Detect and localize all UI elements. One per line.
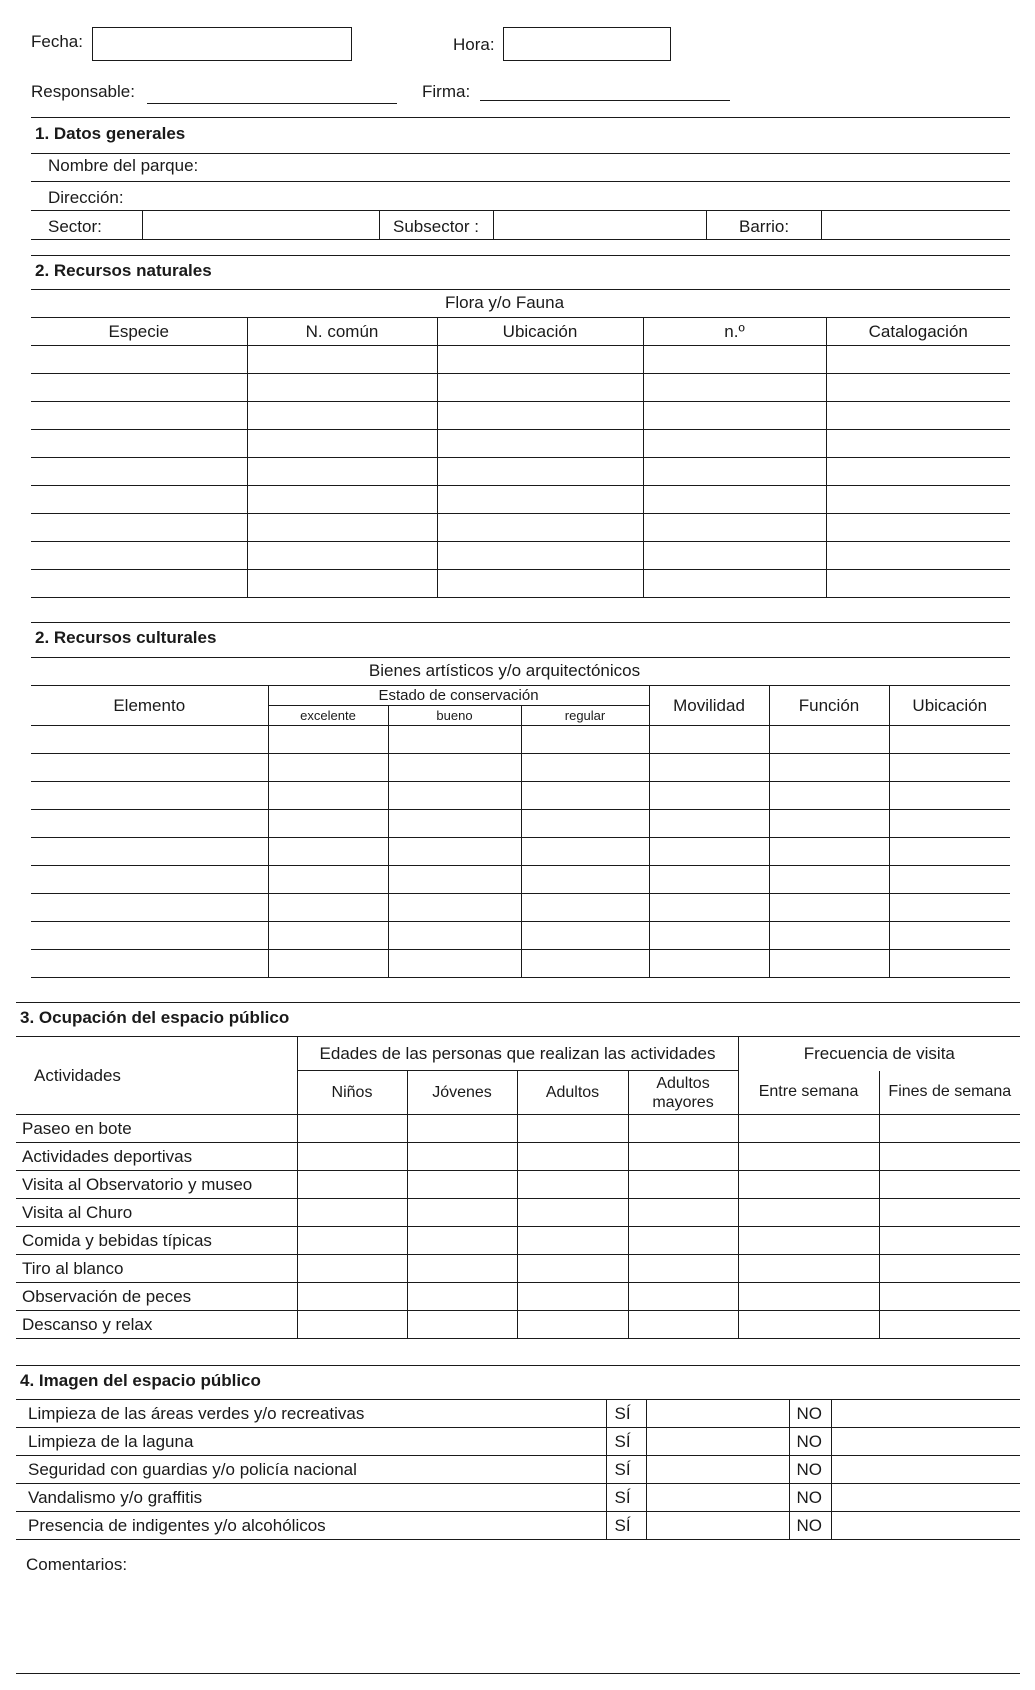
divider	[16, 1365, 1020, 1366]
table-row	[16, 1227, 1020, 1255]
flora-fauna-subtitle: Flora y/o Fauna	[444, 293, 565, 312]
table-cell[interactable]	[649, 894, 769, 922]
no-field[interactable]	[831, 1512, 1020, 1540]
table-cell[interactable]	[297, 1171, 407, 1199]
table-cell[interactable]	[826, 514, 1010, 542]
table-cell[interactable]	[437, 458, 643, 486]
table-cell[interactable]	[769, 726, 889, 754]
sector-label: Sector:	[48, 217, 102, 236]
responsable-label: Responsable:	[31, 82, 135, 101]
table-cell[interactable]	[407, 1143, 517, 1171]
table-cell[interactable]	[826, 486, 1010, 514]
table-cell[interactable]	[738, 1199, 879, 1227]
table-header-row	[31, 686, 1010, 706]
section2a-title: 2. Recursos naturales	[35, 261, 212, 280]
table-cell[interactable]	[388, 754, 521, 782]
table-cell[interactable]	[31, 430, 247, 458]
table-cell[interactable]	[649, 782, 769, 810]
table-cell[interactable]	[31, 570, 247, 598]
table-cell[interactable]	[388, 894, 521, 922]
barrio-field[interactable]	[822, 211, 1010, 238]
table-cell[interactable]	[268, 950, 388, 978]
table-row	[31, 514, 1010, 542]
table-cell[interactable]	[247, 486, 437, 514]
table-cell[interactable]	[517, 1311, 628, 1339]
table-cell[interactable]	[521, 810, 649, 838]
table-row	[16, 1512, 1020, 1540]
col-bueno: bueno	[388, 706, 521, 726]
table-cell[interactable]	[738, 1311, 879, 1339]
hora-field[interactable]	[503, 27, 671, 61]
table-cell[interactable]	[738, 1143, 879, 1171]
imagen-item-label: Limpieza de las áreas verdes y/o recreativas	[16, 1400, 606, 1428]
table-cell[interactable]	[521, 782, 649, 810]
firma-field[interactable]	[480, 81, 730, 101]
si-field[interactable]	[646, 1512, 789, 1540]
table-cell[interactable]	[649, 950, 769, 978]
table-cell[interactable]	[879, 1143, 1020, 1171]
table-row	[16, 1255, 1020, 1283]
table-cell[interactable]	[388, 922, 521, 950]
table-cell[interactable]	[521, 726, 649, 754]
ocupacion-table	[16, 1036, 1020, 1339]
si-label: SÍ	[606, 1512, 646, 1540]
table-row	[16, 1171, 1020, 1199]
table-cell[interactable]	[879, 1311, 1020, 1339]
table-row	[31, 838, 1010, 866]
table-cell[interactable]	[388, 782, 521, 810]
table-cell[interactable]	[628, 1283, 738, 1311]
table-cell[interactable]	[649, 726, 769, 754]
table-cell[interactable]	[31, 838, 268, 866]
table-cell[interactable]	[407, 1171, 517, 1199]
table-cell[interactable]	[407, 1255, 517, 1283]
hora-label: Hora:	[453, 35, 495, 54]
table-cell[interactable]	[649, 810, 769, 838]
table-cell[interactable]	[643, 514, 826, 542]
col-numero: n.º	[643, 318, 826, 346]
table-cell[interactable]	[247, 458, 437, 486]
table-cell[interactable]	[826, 430, 1010, 458]
table-row	[16, 1311, 1020, 1339]
table-cell[interactable]	[521, 950, 649, 978]
col-actividades: Actividades	[16, 1037, 297, 1115]
table-cell[interactable]	[643, 542, 826, 570]
divider	[31, 255, 1010, 256]
table-cell[interactable]	[628, 1143, 738, 1171]
no-field[interactable]	[831, 1400, 1020, 1428]
activity-label: Visita al Observatorio y museo	[16, 1171, 297, 1199]
table-cell[interactable]	[388, 726, 521, 754]
table-cell[interactable]	[407, 1115, 517, 1143]
table-cell[interactable]	[889, 838, 1010, 866]
table-cell[interactable]	[738, 1115, 879, 1143]
table-cell[interactable]	[31, 894, 268, 922]
table-row	[16, 1400, 1020, 1428]
table-cell[interactable]	[268, 726, 388, 754]
table-cell[interactable]	[769, 810, 889, 838]
table-cell[interactable]	[826, 346, 1010, 374]
table-row	[16, 1428, 1020, 1456]
table-cell[interactable]	[889, 782, 1010, 810]
si-label: SÍ	[606, 1400, 646, 1428]
activity-label: Comida y bebidas típicas	[16, 1227, 297, 1255]
table-cell[interactable]	[407, 1283, 517, 1311]
divider	[31, 117, 1010, 118]
direccion-label: Dirección:	[48, 188, 124, 207]
table-row	[31, 458, 1010, 486]
table-cell[interactable]	[643, 486, 826, 514]
si-label: SÍ	[606, 1428, 646, 1456]
activity-label: Observación de peces	[16, 1283, 297, 1311]
table-cell[interactable]	[297, 1311, 407, 1339]
activity-label: Paseo en bote	[16, 1115, 297, 1143]
table-cell[interactable]	[517, 1283, 628, 1311]
table-cell[interactable]	[879, 1227, 1020, 1255]
activity-label: Descanso y relax	[16, 1311, 297, 1339]
table-cell[interactable]	[879, 1115, 1020, 1143]
table-cell[interactable]	[437, 514, 643, 542]
table-cell[interactable]	[247, 402, 437, 430]
table-cell[interactable]	[826, 542, 1010, 570]
table-cell[interactable]	[649, 866, 769, 894]
divider	[16, 1002, 1020, 1003]
activity-label: Tiro al blanco	[16, 1255, 297, 1283]
table-cell[interactable]	[643, 402, 826, 430]
col-excelente: excelente	[268, 706, 388, 726]
table-cell[interactable]	[826, 374, 1010, 402]
table-cell[interactable]	[889, 726, 1010, 754]
table-cell[interactable]	[297, 1283, 407, 1311]
divider	[16, 1673, 1020, 1674]
table-cell[interactable]	[31, 514, 247, 542]
col-adultos-mayores: Adultos mayores	[628, 1071, 738, 1115]
col-adultos: Adultos	[517, 1071, 628, 1115]
table-cell[interactable]	[738, 1171, 879, 1199]
imagen-item-label: Presencia de indigentes y/o alcohólicos	[16, 1512, 606, 1540]
table-cell[interactable]	[31, 374, 247, 402]
table-cell[interactable]	[437, 542, 643, 570]
col-entre-semana: Entre semana	[738, 1071, 879, 1115]
col-fines-semana: Fines de semana	[879, 1071, 1020, 1115]
col-funcion: Función	[769, 686, 889, 726]
divider	[31, 289, 1010, 290]
table-cell[interactable]	[297, 1227, 407, 1255]
col-catalogacion: Catalogación	[826, 318, 1010, 346]
table-cell[interactable]	[521, 866, 649, 894]
table-row	[31, 726, 1010, 754]
table-cell[interactable]	[388, 810, 521, 838]
table-cell[interactable]	[826, 458, 1010, 486]
col-ubicacion: Ubicación	[437, 318, 643, 346]
table-cell[interactable]	[407, 1227, 517, 1255]
table-row	[31, 922, 1010, 950]
no-label: NO	[789, 1456, 831, 1484]
table-cell[interactable]	[879, 1199, 1020, 1227]
fecha-field[interactable]	[92, 27, 352, 61]
col-edades: Edades de las personas que realizan las actividades	[297, 1037, 738, 1071]
subsector-field[interactable]	[494, 211, 705, 238]
table-row	[16, 1283, 1020, 1311]
table-cell[interactable]	[769, 838, 889, 866]
bienes-table	[31, 685, 1010, 978]
table-cell[interactable]	[247, 570, 437, 598]
direccion-field[interactable]	[150, 182, 1010, 209]
table-cell[interactable]	[879, 1171, 1020, 1199]
table-cell[interactable]	[521, 894, 649, 922]
table-cell[interactable]	[521, 838, 649, 866]
si-label: SÍ	[606, 1484, 646, 1512]
bienes-subtitle: Bienes artísticos y/o arquitectónicos	[368, 661, 641, 680]
table-row	[31, 754, 1010, 782]
table-cell[interactable]	[769, 950, 889, 978]
table-cell[interactable]	[769, 754, 889, 782]
responsable-field[interactable]	[147, 84, 397, 104]
table-cell[interactable]	[247, 374, 437, 402]
table-cell[interactable]	[889, 754, 1010, 782]
col-especie: Especie	[31, 318, 247, 346]
si-field[interactable]	[646, 1456, 789, 1484]
no-label: NO	[789, 1400, 831, 1428]
table-row	[31, 570, 1010, 598]
table-cell[interactable]	[31, 950, 268, 978]
table-cell[interactable]	[521, 754, 649, 782]
table-row	[16, 1456, 1020, 1484]
table-cell[interactable]	[31, 726, 268, 754]
table-row	[31, 782, 1010, 810]
table-cell[interactable]	[407, 1311, 517, 1339]
table-cell[interactable]	[268, 754, 388, 782]
imagen-table	[16, 1399, 1020, 1540]
table-cell[interactable]	[643, 374, 826, 402]
table-row	[31, 402, 1010, 430]
table-row	[31, 950, 1010, 978]
table-cell[interactable]	[517, 1255, 628, 1283]
section4-title: 4. Imagen del espacio público	[20, 1371, 261, 1390]
imagen-item-label: Seguridad con guardias y/o policía nacional	[16, 1456, 606, 1484]
table-cell[interactable]	[437, 374, 643, 402]
table-cell[interactable]	[769, 922, 889, 950]
cell-divider	[706, 210, 707, 239]
table-cell[interactable]	[268, 922, 388, 950]
table-cell[interactable]	[889, 922, 1010, 950]
firma-label: Firma:	[422, 82, 471, 101]
table-cell[interactable]	[437, 570, 643, 598]
table-cell[interactable]	[889, 894, 1010, 922]
table-cell[interactable]	[643, 346, 826, 374]
table-cell[interactable]	[297, 1255, 407, 1283]
divider	[31, 657, 1010, 658]
comentarios-label: Comentarios:	[26, 1555, 128, 1574]
si-field[interactable]	[646, 1428, 789, 1456]
table-cell[interactable]	[31, 458, 247, 486]
col-ninos: Niños	[297, 1071, 407, 1115]
table-cell[interactable]	[437, 486, 643, 514]
table-cell[interactable]	[407, 1199, 517, 1227]
table-cell[interactable]	[388, 838, 521, 866]
table-row	[31, 486, 1010, 514]
col-nombre-comun: N. común	[247, 318, 437, 346]
table-cell[interactable]	[31, 402, 247, 430]
table-cell[interactable]	[268, 894, 388, 922]
table-cell[interactable]	[628, 1115, 738, 1143]
activity-label: Actividades deportivas	[16, 1143, 297, 1171]
col-ubicacion: Ubicación	[889, 686, 1010, 726]
table-cell[interactable]	[517, 1171, 628, 1199]
table-cell[interactable]	[31, 542, 247, 570]
table-header-row	[31, 318, 1010, 346]
table-cell[interactable]	[388, 866, 521, 894]
fecha-label: Fecha:	[31, 32, 83, 51]
table-row	[31, 430, 1010, 458]
divider	[31, 622, 1010, 623]
table-cell[interactable]	[826, 402, 1010, 430]
table-cell[interactable]	[738, 1255, 879, 1283]
cell-divider	[379, 210, 380, 239]
no-field[interactable]	[831, 1428, 1020, 1456]
table-cell[interactable]	[31, 754, 268, 782]
table-cell[interactable]	[388, 950, 521, 978]
table-cell[interactable]	[517, 1115, 628, 1143]
table-cell[interactable]	[297, 1115, 407, 1143]
table-cell[interactable]	[31, 810, 268, 838]
table-cell[interactable]	[889, 950, 1010, 978]
table-cell[interactable]	[247, 346, 437, 374]
table-row	[31, 866, 1010, 894]
table-cell[interactable]	[517, 1227, 628, 1255]
table-cell[interactable]	[649, 838, 769, 866]
table-cell[interactable]	[247, 514, 437, 542]
divider	[31, 239, 1010, 240]
table-cell[interactable]	[643, 458, 826, 486]
imagen-item-label: Vandalismo y/o graffitis	[16, 1484, 606, 1512]
no-field[interactable]	[831, 1484, 1020, 1512]
table-cell[interactable]	[738, 1283, 879, 1311]
table-cell[interactable]	[628, 1255, 738, 1283]
table-cell[interactable]	[517, 1143, 628, 1171]
table-cell[interactable]	[297, 1143, 407, 1171]
col-jovenes: Jóvenes	[407, 1071, 517, 1115]
table-cell[interactable]	[521, 922, 649, 950]
col-movilidad: Movilidad	[649, 686, 769, 726]
sector-field[interactable]	[143, 211, 378, 238]
no-label: NO	[789, 1512, 831, 1540]
table-cell[interactable]	[879, 1283, 1020, 1311]
table-cell[interactable]	[769, 866, 889, 894]
table-cell[interactable]	[769, 894, 889, 922]
table-cell[interactable]	[889, 810, 1010, 838]
table-cell[interactable]	[247, 542, 437, 570]
subsector-label: Subsector :	[393, 217, 479, 236]
activity-label: Visita al Churo	[16, 1199, 297, 1227]
section2b-title: 2. Recursos culturales	[35, 628, 217, 647]
table-cell[interactable]	[889, 866, 1010, 894]
table-cell[interactable]	[31, 486, 247, 514]
table-row	[31, 346, 1010, 374]
table-cell[interactable]	[31, 346, 247, 374]
table-cell[interactable]	[437, 346, 643, 374]
table-cell[interactable]	[649, 922, 769, 950]
table-cell[interactable]	[268, 782, 388, 810]
table-cell[interactable]	[628, 1311, 738, 1339]
table-cell[interactable]	[628, 1199, 738, 1227]
table-cell[interactable]	[437, 430, 643, 458]
table-cell[interactable]	[268, 838, 388, 866]
table-row	[31, 894, 1010, 922]
table-row	[16, 1484, 1020, 1512]
col-estado-conservacion: Estado de conservación	[268, 686, 649, 706]
flora-fauna-table	[31, 317, 1010, 598]
table-cell[interactable]	[31, 922, 268, 950]
table-cell[interactable]	[643, 430, 826, 458]
nombre-parque-label: Nombre del parque:	[48, 156, 199, 175]
no-label: NO	[789, 1484, 831, 1512]
table-cell[interactable]	[628, 1171, 738, 1199]
si-field[interactable]	[646, 1400, 789, 1428]
si-field[interactable]	[646, 1484, 789, 1512]
table-cell[interactable]	[769, 782, 889, 810]
col-frecuencia: Frecuencia de visita	[738, 1037, 1020, 1071]
table-cell[interactable]	[437, 402, 643, 430]
col-regular: regular	[521, 706, 649, 726]
table-cell[interactable]	[31, 782, 268, 810]
col-elemento: Elemento	[31, 686, 268, 726]
comentarios-field[interactable]	[16, 1578, 1020, 1672]
si-label: SÍ	[606, 1456, 646, 1484]
imagen-item-label: Limpieza de la laguna	[16, 1428, 606, 1456]
table-cell[interactable]	[738, 1227, 879, 1255]
table-cell[interactable]	[31, 866, 268, 894]
table-row	[16, 1115, 1020, 1143]
table-cell[interactable]	[628, 1227, 738, 1255]
table-cell[interactable]	[879, 1255, 1020, 1283]
table-row	[16, 1143, 1020, 1171]
table-row	[31, 810, 1010, 838]
no-label: NO	[789, 1428, 831, 1456]
table-cell[interactable]	[268, 866, 388, 894]
table-cell[interactable]	[649, 754, 769, 782]
table-row	[16, 1199, 1020, 1227]
table-row	[31, 542, 1010, 570]
table-cell[interactable]	[268, 810, 388, 838]
table-cell[interactable]	[297, 1199, 407, 1227]
section3-title: 3. Ocupación del espacio público	[20, 1008, 290, 1027]
table-cell[interactable]	[247, 430, 437, 458]
table-cell[interactable]	[517, 1199, 628, 1227]
table-cell[interactable]	[643, 570, 826, 598]
no-field[interactable]	[831, 1456, 1020, 1484]
nombre-parque-field[interactable]	[250, 154, 1010, 180]
section1-title: 1. Datos generales	[35, 124, 186, 143]
table-row	[31, 374, 1010, 402]
table-cell[interactable]	[826, 570, 1010, 598]
table-header-row	[16, 1037, 1020, 1071]
barrio-label: Barrio:	[739, 217, 790, 236]
